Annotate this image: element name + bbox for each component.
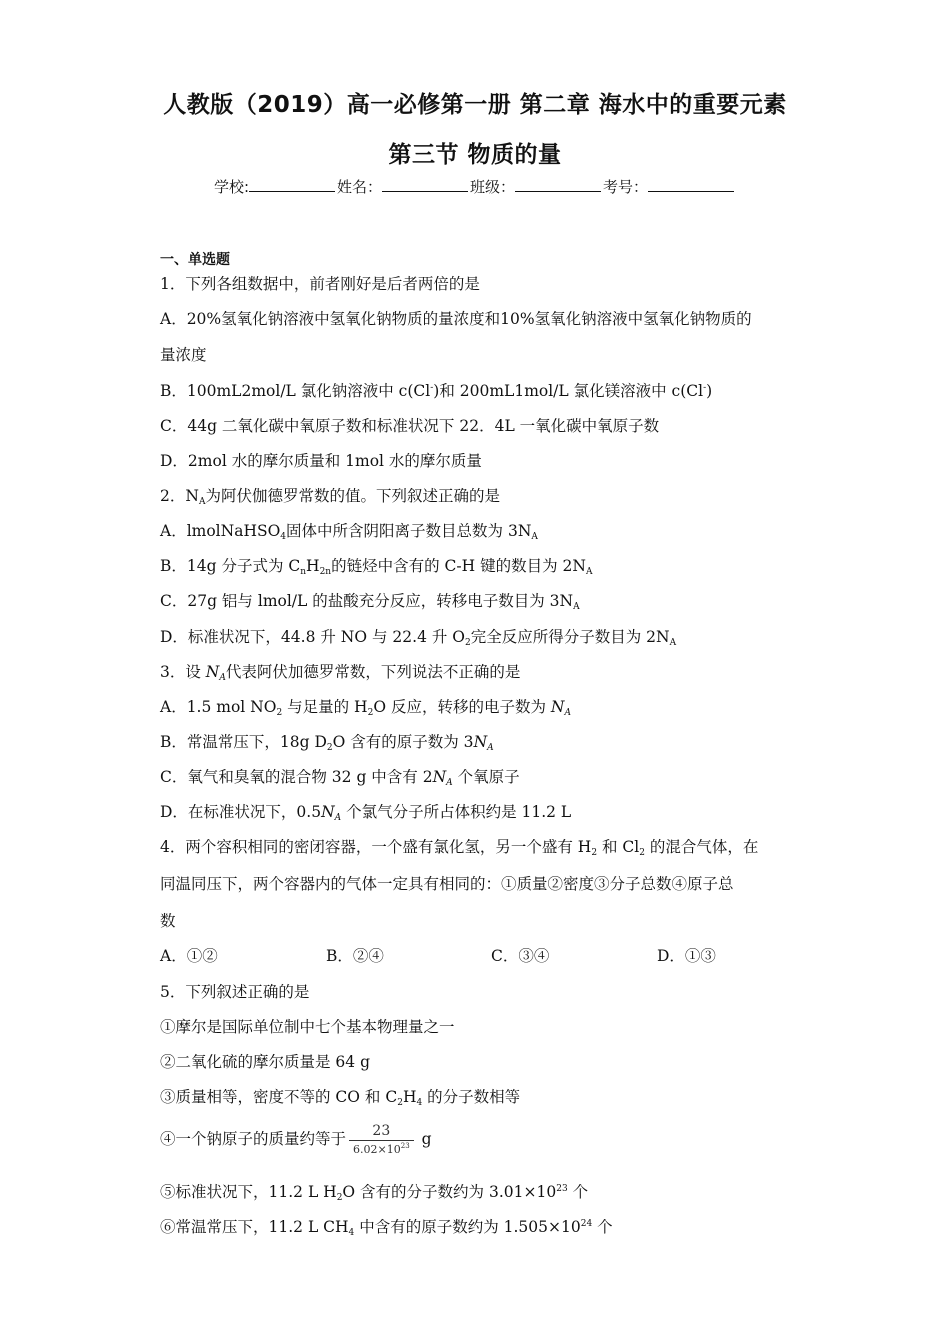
section-title: 第三节 物质的量 [388, 142, 562, 168]
text: A [219, 673, 226, 683]
school-blank[interactable] [249, 177, 335, 192]
subscript: 2 [276, 708, 283, 718]
q2-option-a [160, 521, 800, 541]
text: C．氧气和臭氧的混合物 32 g 中含有 2 [160, 768, 433, 786]
class-label: 班级： [470, 178, 516, 196]
text: B．14g 分子式为 C [160, 557, 301, 575]
text: A．lmolNaHSO [160, 522, 281, 540]
text: 中含有的原子数约为 1.505×10 [354, 1218, 581, 1236]
subscript: 4 [416, 1098, 423, 1108]
text: A [564, 708, 571, 718]
q5-statement-6 [160, 1217, 800, 1237]
subscript: 2n [319, 567, 332, 577]
text: ④一个钠原子的质量约等于 [160, 1130, 347, 1148]
text: 完全反应所得分子数目为 2N [470, 628, 670, 646]
q1-option-a: A．20%氢氧化钠溶液中氢氧化钠物质的量浓度和10%氢氧化钠溶液中氢氧化钠物质的 [160, 310, 752, 328]
exam-number-blank[interactable] [648, 177, 734, 192]
text: N [432, 768, 447, 786]
subscript: 2 [639, 848, 645, 858]
subscript: n [300, 567, 307, 577]
text: 固体中所含阴阳离子数目总数为 3N [286, 522, 532, 540]
q4-option-b: B．②④ [326, 947, 384, 965]
q1-option-c: C．44g 二氧化碳中氧原子数和标准状况下 22．4L 一氧化碳中氧原子数 [160, 417, 660, 435]
q5-statement-1: ①摩尔是国际单位制中七个基本物理量之一 [160, 1018, 455, 1036]
q5-statement-5 [160, 1182, 800, 1202]
worksheet-title: 人教版（2019）高一必修第一册 第二章 海水中的重要元素 [163, 92, 787, 118]
text: D．标准状况下，44.8 升 NO 与 22.4 升 O [160, 628, 465, 646]
q1-option-b [160, 381, 800, 401]
q3-option-d [160, 802, 800, 822]
subscript: A [198, 497, 206, 507]
q3-option-c [160, 767, 800, 787]
q3-option-a [160, 697, 800, 717]
text: H [402, 1088, 417, 1106]
text: 为阿伏伽德罗常数的值。下列叙述正确的是 [205, 487, 500, 505]
q4-stem-line3: 数 [160, 912, 176, 930]
text: ③质量相等，密度不等的 CO 和 C [160, 1088, 398, 1106]
text: N [473, 733, 488, 751]
subscript: 2 [326, 743, 333, 753]
q2-option-d [160, 627, 800, 647]
section-heading: 一、单选题 [160, 252, 230, 268]
text: D．在标准状况下，0.5 [160, 803, 322, 821]
subscript: A [573, 602, 580, 612]
q5-stem: 5．下列叙述正确的是 [160, 983, 310, 1001]
text: 代表阿伏加德罗常数，下列说法不正确的是 [225, 663, 521, 681]
q5-statement-3 [160, 1087, 800, 1107]
name-label: 姓名： [337, 178, 383, 196]
superscript: 23 [400, 1141, 410, 1150]
q2-stem [160, 486, 800, 506]
text: )和 200mL1mol/L 氯化镁溶液中 c(Cl [433, 382, 704, 400]
text: g [416, 1130, 432, 1148]
text: 与足量的 H [282, 698, 368, 716]
class-blank[interactable] [515, 177, 601, 192]
text: B．100mL2mol/L 氯化钠溶液中 c(Cl [160, 382, 431, 400]
superscript: 23 [556, 1184, 568, 1194]
exam-number-label: 考号： [603, 178, 649, 196]
student-info-line [0, 176, 950, 197]
text: B．常温常压下，18g D [160, 733, 327, 751]
text: 个氧原子 [452, 768, 520, 786]
text: C．27g 铝与 lmol/L 的盐酸充分反应，转移电子数目为 3N [160, 592, 574, 610]
school-label: 学校: [213, 178, 249, 196]
name-blank[interactable] [382, 177, 468, 192]
text: 的分子数相等 [422, 1088, 521, 1106]
text: O 含有的分子数约为 3.01×10 [342, 1183, 557, 1201]
text: 个 [592, 1218, 613, 1236]
text: A [334, 813, 342, 823]
q4-option-d: D．①③ [657, 947, 716, 965]
text: O 反应，转移的电子数为 [373, 698, 551, 716]
text: 6.02×10 [353, 1142, 401, 1156]
text: A．1.5 mol NO [160, 698, 277, 716]
q2-option-c [160, 591, 800, 611]
q1-stem: 1．下列各组数据中，前者刚好是后者两倍的是 [160, 275, 480, 293]
q5-statement-2: ②二氧化硫的摩尔质量是 64 g [160, 1053, 371, 1071]
text: 个 [567, 1183, 589, 1201]
fraction-denominator [349, 1141, 414, 1159]
text: 3．设 [160, 663, 206, 681]
subscript: 2 [336, 1193, 343, 1203]
text: 4．两个容积相同的密闭容器，一个盛有氯化氢，另一个盛有 H [160, 838, 592, 856]
text: 和 Cl [597, 838, 640, 856]
text: N [205, 663, 220, 681]
fraction [349, 1122, 414, 1159]
fraction-numerator: 23 [349, 1122, 414, 1141]
q1-option-a-cont: 量浓度 [160, 346, 207, 364]
subscript: A [669, 638, 677, 648]
text: 2．N [160, 487, 199, 505]
text: ) [706, 382, 713, 400]
q5-statement-4 [160, 1118, 800, 1160]
q4-stem-line2: 同温同压下，两个容器内的气体一定具有相同的：①质量②密度③分子总数④原子总 [160, 875, 734, 893]
q3-stem [160, 662, 800, 682]
subscript: A [585, 567, 593, 577]
text: N [550, 698, 565, 716]
q1-option-d: D．2mol 水的摩尔质量和 1mol 水的摩尔质量 [160, 452, 482, 470]
subscript: 2 [591, 848, 598, 858]
subscript: 2 [367, 708, 374, 718]
subscript: 2 [465, 638, 471, 648]
text: H [306, 557, 320, 575]
text: 的混合气体，在 [644, 838, 759, 856]
q4-option-c: C．③④ [491, 947, 550, 965]
subscript: 2 [397, 1098, 403, 1108]
superscript: - [430, 383, 434, 393]
q4-stem-line1 [160, 837, 800, 857]
text: ⑤标准状况下，11.2 L H [160, 1183, 337, 1201]
q4-option-a: A．①② [160, 947, 218, 965]
subscript: A [531, 532, 538, 542]
text: N [321, 803, 335, 821]
text: A [487, 743, 494, 753]
q2-option-b [160, 556, 800, 576]
superscript: - [703, 383, 707, 393]
subscript: 4 [280, 532, 287, 542]
q3-option-b [160, 732, 800, 752]
text: 的链烃中含有的 C-H 键的数目为 2N [331, 557, 586, 575]
text: A [446, 778, 453, 788]
superscript: 24 [580, 1219, 593, 1229]
subscript: 4 [348, 1228, 355, 1238]
text: ⑥常温常压下，11.2 L CH [160, 1218, 349, 1236]
text: 个氯气分子所占体积约是 11.2 L [341, 803, 572, 821]
text: O 含有的原子数为 3 [332, 733, 474, 751]
